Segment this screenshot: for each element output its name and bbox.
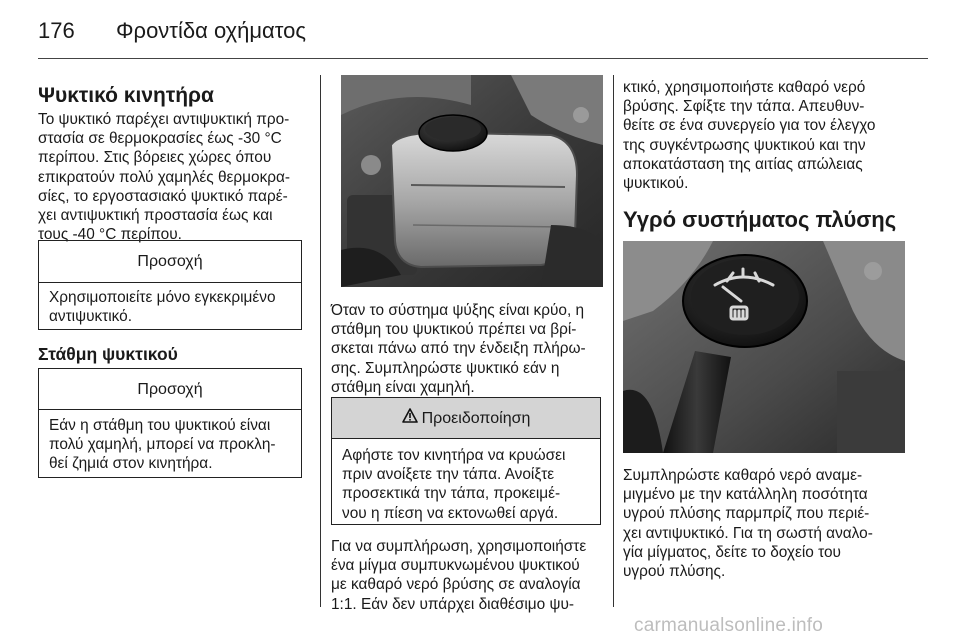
text-line: ψυκτικού. — [623, 175, 689, 193]
coolant-continued-paragraph — [623, 78, 923, 193]
text-line: με καθαρό νερό βρύσης σε αναλογία — [331, 576, 581, 594]
text-line: πριν ανοίξετε την τάπα. Ανοίξτε — [342, 466, 555, 484]
text-line: περίπου. Στις βόρειες χώρες όπου — [38, 149, 272, 167]
warning-body — [332, 439, 600, 523]
text-line: αποκατάσταση της αιτίας απώλειας — [623, 155, 863, 173]
caution-body — [39, 283, 301, 326]
text-line: Το ψυκτικό παρέχει αντιψυκτική προ- — [38, 111, 290, 128]
text-line: 1:1. Εάν δεν υπάρχει διαθέσιμο ψυ- — [331, 595, 575, 613]
warning-box — [331, 397, 601, 525]
text-line: πολύ χαμηλή, μπορεί να προκλη- — [49, 436, 276, 454]
warning-header — [332, 398, 600, 439]
caution-body — [39, 410, 301, 474]
text-line: της συγκέντρωσης ψυκτικού και την — [623, 136, 866, 154]
text-line: υγρού πλύσης. — [623, 563, 726, 581]
text-line: θείτε σε ένα συνεργείο για τον έλεγχο — [623, 117, 876, 135]
text-line: στάθμη είναι χαμηλή. — [331, 378, 475, 396]
coolant-reservoir-photo — [341, 75, 603, 287]
text-line: Συμπληρώστε καθαρό νερό αναμε- — [623, 467, 863, 484]
text-line: ένα μίγμα συμπυκνωμένου ψυκτικού — [331, 557, 580, 575]
washer-reservoir-photo — [623, 241, 905, 453]
coolant-check-paragraph — [331, 301, 606, 397]
text-line: σίες, το εργοστασιακό ψυκτικό παρέ- — [38, 187, 288, 205]
text-line: Εάν η στάθμη του ψυκτικού είναι — [49, 417, 271, 434]
text-line: Για να συμπλήρωση, χρησιμοποιήστε — [331, 538, 587, 555]
caution-title: Προσοχή — [39, 369, 301, 410]
caution-box-level — [38, 368, 302, 478]
page-number: 176 — [38, 18, 75, 43]
coolant-level-heading: Στάθμη ψυκτικού — [38, 344, 178, 364]
coolant-reservoir-illustration — [341, 75, 603, 287]
text-line: βρύσης. Σφίξτε την τάπα. Απευθυν- — [623, 98, 865, 116]
washer-fluid-heading: Υγρό συστήματος πλύσης — [623, 207, 897, 232]
warning-triangle-icon — [402, 398, 418, 439]
caution-title: Προσοχή — [39, 241, 301, 283]
text-line: Χρησιμοποιείτε μόνο εγκεκριμένο — [49, 289, 276, 306]
text-line: σκεται πάνω από την ένδειξη πλήρω- — [331, 340, 586, 358]
text-line: χει αντιψυκτικό. Για τη σωστή αναλο- — [623, 524, 873, 542]
text-line: μιγμένο με την κατάλληλη ποσότητα — [623, 486, 868, 504]
text-line: στασία σε θερμοκρασίες έως -30 °C — [38, 130, 282, 148]
header-rule — [38, 58, 928, 59]
text-line: αντιψυκτικό. — [49, 308, 133, 326]
text-line: υγρού πλύσης παρμπρίζ που περιέ- — [623, 505, 870, 523]
text-line: σης. Συμπληρώστε ψυκτικό εάν η — [331, 359, 560, 377]
column-divider-right — [613, 75, 614, 607]
washer-reservoir-illustration — [623, 241, 905, 453]
coolant-paragraph — [38, 110, 313, 244]
text-line: γία μίγματος, δείτε το δοχείο του — [623, 543, 841, 561]
warning-title: Προειδοποίηση — [421, 410, 531, 427]
watermark: carmanualsonline.info — [634, 615, 824, 636]
washer-fluid-paragraph — [623, 466, 923, 581]
text-line: στάθμη του ψυκτικού πρέπει να βρί- — [331, 321, 577, 339]
text-line: θεί ζημιά στον κινητήρα. — [49, 455, 213, 473]
text-line: τους -40 °C περίπου. — [38, 226, 182, 244]
coolant-heading: Ψυκτικό κινητήρα — [38, 84, 214, 107]
text-line: κτικό, χρησιμοποιήστε καθαρό νερό — [623, 79, 866, 96]
refill-paragraph — [331, 537, 606, 614]
text-line: χει αντιψυκτική προστασία έως και — [38, 207, 273, 225]
text-line: νου η πίεση να εκτονωθεί αργά. — [342, 504, 559, 522]
text-line: επικρατούν πολύ χαμηλές θερμοκρα- — [38, 168, 291, 186]
column-divider-left — [320, 75, 321, 607]
chapter-title: Φροντίδα οχήματος — [116, 18, 306, 43]
text-line: προσεκτικά την τάπα, προκειμέ- — [342, 485, 561, 503]
text-line: Αφήστε τον κινητήρα να κρυώσει — [342, 447, 566, 464]
text-line: Όταν το σύστημα ψύξης είναι κρύο, η — [331, 302, 585, 319]
caution-box-antifreeze — [38, 240, 302, 330]
